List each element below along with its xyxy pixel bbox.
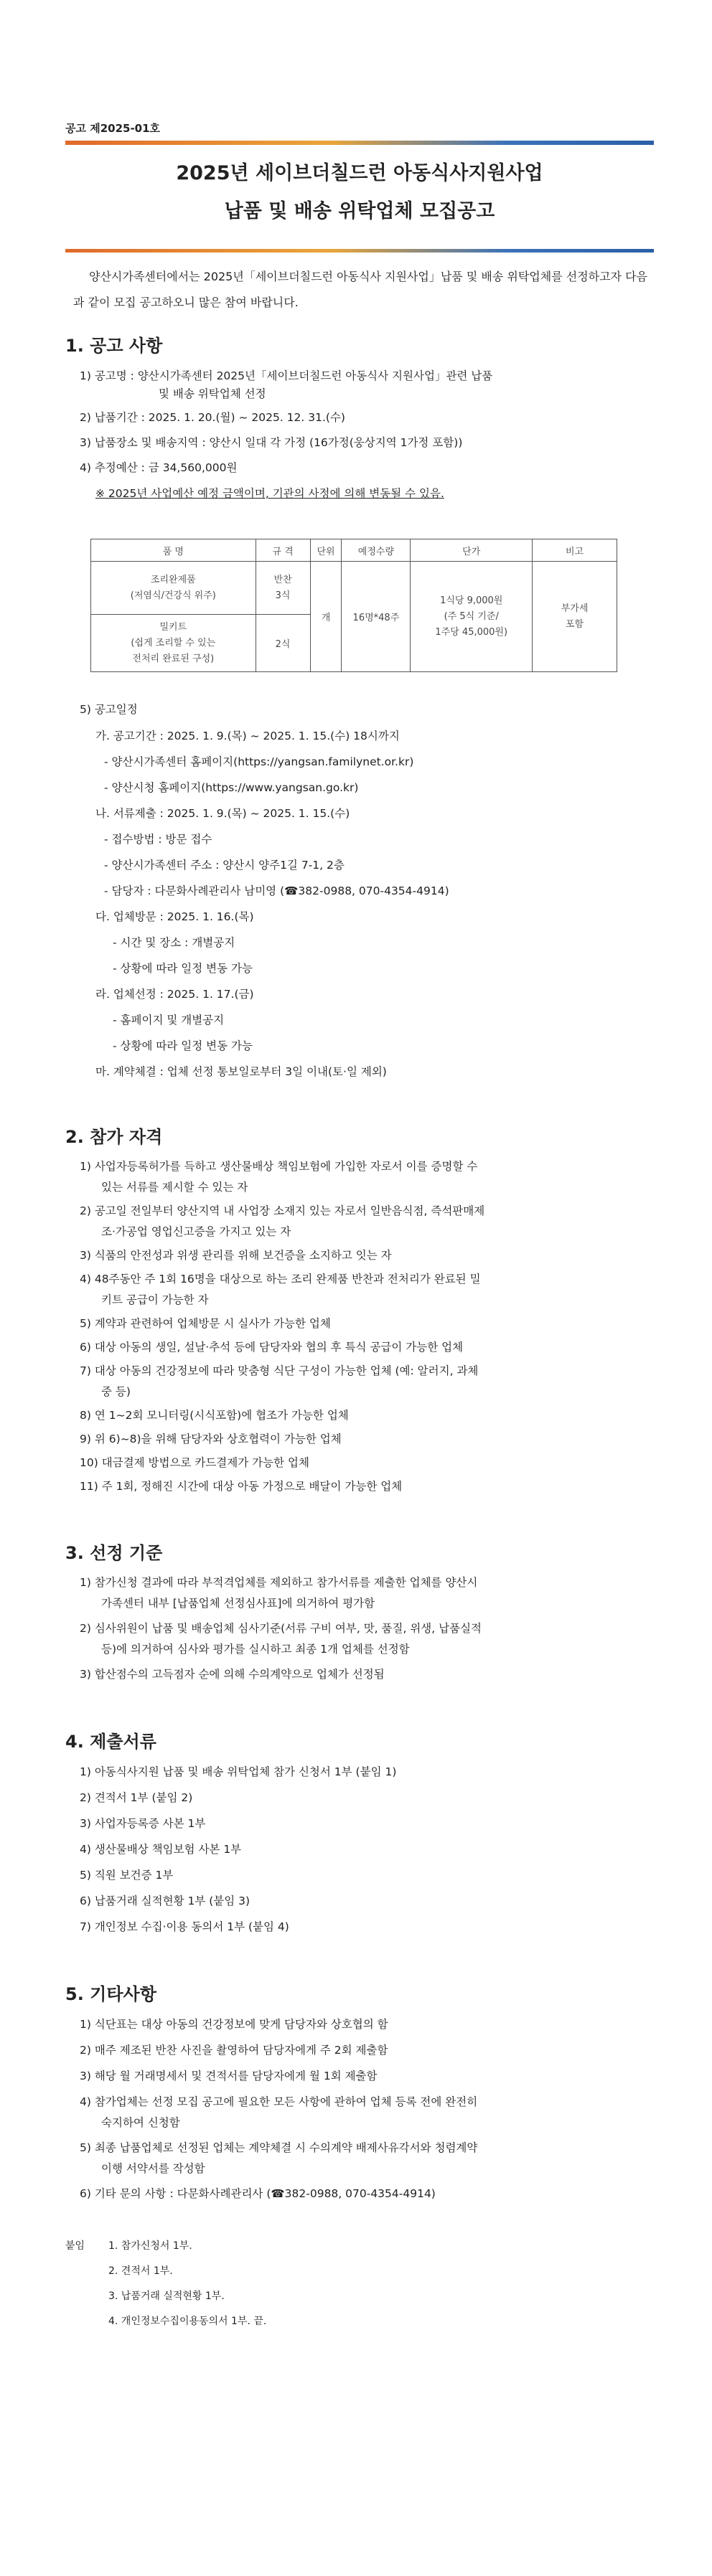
table-cell-spec: 2식 xyxy=(256,615,310,672)
s5-item-4-cont: 숙지하여 신청함 xyxy=(101,2116,180,2129)
s3-item-1: 1) 참가신청 결과에 따라 부적격업체를 제외하고 참가서류를 제출한 업체를 양산시 xyxy=(80,1576,478,1589)
item-description: 전처리 완료된 구성) xyxy=(132,653,215,664)
s1-schedule-na: 나. 서류제출 : 2025. 1. 9.(목) ~ 2025. 1. 15.(수) xyxy=(95,807,350,820)
s1-schedule-na-3: - 담당자 : 다문화사례관리사 남미영 (☎382-0988, 070-4354-4914) xyxy=(104,884,449,897)
s5-item-2: 2) 매주 제조된 반찬 사진을 촬영하여 담당자에게 주 2회 제출함 xyxy=(80,2044,388,2057)
s1-schedule-da-2: - 상황에 따라 일정 변동 가능 xyxy=(113,962,253,975)
s2-item-1-cont: 있는 서류를 제시할 수 있는 자 xyxy=(101,1181,248,1194)
s2-item-5: 5) 계약과 관련하여 업체방문 시 실사가 가능한 업체 xyxy=(80,1317,331,1330)
table-header: 예정수량 xyxy=(342,539,411,562)
s1-schedule-na-2: - 양산시가족센터 주소 : 양산시 양주1길 7-1, 2층 xyxy=(104,859,345,872)
table-cell-spec xyxy=(256,562,310,615)
s1-schedule-ga-2: - 양산시청 홈페이지(https://www.yangsan.go.kr) xyxy=(104,781,359,794)
s2-item-6: 6) 대상 아동의 생일, 설날·추석 등에 담당자와 협의 후 특식 공급이 가능한 업체 xyxy=(80,1341,464,1354)
attachment-item: 1. 참가신청서 1부. xyxy=(108,2240,192,2252)
s2-item-4-cont: 키트 공급이 가능한 자 xyxy=(101,1293,209,1306)
attachment-item: 3. 납품거래 실적현황 1부. xyxy=(108,2290,225,2302)
s2-item-1: 1) 사업자등록허가를 득하고 생산물배상 책임보험에 가입한 자로서 이를 증명할 수 xyxy=(80,1160,478,1173)
s5-item-6: 6) 기타 문의 사항 : 다문화사례관리사 (☎382-0988, 070-4354-4914) xyxy=(80,2187,436,2200)
item-name: 조리완제품 xyxy=(150,574,196,585)
s1-schedule-da: 다. 업체방문 : 2025. 1. 16.(목) xyxy=(95,910,254,923)
attachment-item: 4. 개인정보수집이용동의서 1부. 끝. xyxy=(108,2316,267,2327)
s4-item: 2) 견적서 1부 (붙임 2) xyxy=(80,1791,193,1804)
section-3-heading: 3. 선정 기준 xyxy=(65,1543,163,1563)
remark-line: 부가세 xyxy=(561,603,589,614)
item-description: (쉽게 조리할 수 있는 xyxy=(131,637,216,648)
s5-item-3: 3) 해당 월 거래명세서 및 견적서를 담당자에게 월 1회 제출함 xyxy=(80,2070,378,2082)
s1-schedule-ra-1: - 홈페이지 및 개별공지 xyxy=(113,1014,225,1027)
s5-item-5-cont: 이행 서약서를 작성함 xyxy=(101,2162,205,2175)
s3-item-1-cont: 가족센터 내부 [납품업체 선정심사표]에 의거하여 평가함 xyxy=(101,1597,375,1610)
notice-number: 공고 제2025-01호 xyxy=(65,122,161,135)
s1-schedule-na-1: - 접수방법 : 방문 접수 xyxy=(104,833,212,846)
s2-item-9: 9) 위 6)~8)을 위해 담당자와 상호협력이 가능한 업체 xyxy=(80,1433,342,1445)
intro-paragraph: 양산시가족센터에서는 2025년「세이브더칠드런 아동식사 지원사업」납품 및 배송 위탁업체를 선정하고자 다음과 같이 모집 공고하오니 많은 참여 바랍니다. xyxy=(73,270,648,309)
s5-item-4: 4) 참가업체는 선정 모집 공고에 필요한 모든 사항에 관하여 업체 등록 전에 완전히 xyxy=(80,2095,478,2108)
section-5-heading: 5. 기타사항 xyxy=(65,1984,156,2004)
table-cell-remark xyxy=(533,562,617,672)
s2-item-7-cont: 중 등) xyxy=(101,1385,131,1398)
table-cell-item-name xyxy=(91,615,256,672)
item-name: 밀키트 xyxy=(159,621,187,633)
table-header-row xyxy=(91,539,617,562)
table-cell-unit: 개 xyxy=(310,562,342,672)
s1-schedule-ra: 라. 업체선정 : 2025. 1. 17.(금) xyxy=(95,988,254,1001)
remark-line: 포함 xyxy=(566,618,584,630)
s4-item: 6) 납품거래 실적현황 1부 (붙임 3) xyxy=(80,1895,250,1907)
attachment-label: 붙임 xyxy=(65,2240,85,2252)
table-header: 단가 xyxy=(411,539,533,562)
s1-schedule-ma: 마. 계약체결 : 업체 선정 통보일로부터 3일 이내(토·일 제외) xyxy=(95,1065,387,1078)
s4-item: 3) 사업자등록증 사본 1부 xyxy=(80,1817,206,1830)
table-cell-price xyxy=(411,562,533,672)
title-bottom-rule xyxy=(65,249,654,253)
table-row xyxy=(91,562,617,615)
title-line-1: 2025년 세이브더칠드런 아동식사지원사업 xyxy=(176,162,543,184)
s1-budget-note: ※ 2025년 사업예산 예정 금액이며, 기관의 사정에 의해 변동될 수 있음. xyxy=(95,487,444,500)
s1-item-4: 4) 추정예산 : 금 34,560,000원 xyxy=(80,461,238,474)
s5-item-5: 5) 최종 납품업체로 선정된 업체는 계약체결 시 수의계약 배제사유각서와 청렴계약 xyxy=(80,2141,478,2154)
title-line-2: 납품 및 배송 위탁업체 모집공고 xyxy=(224,200,495,222)
s4-item: 7) 개인정보 수집·이용 동의서 1부 (붙임 4) xyxy=(80,1920,289,1933)
section-4-heading: 4. 제출서류 xyxy=(65,1732,156,1752)
spec-line: 3식 xyxy=(275,590,291,601)
table-header: 단위 xyxy=(310,539,342,562)
s2-item-2: 2) 공고일 전일부터 양산지역 내 사업장 소재지 있는 자로서 일반음식점, 즉석판매제 xyxy=(80,1204,485,1217)
s1-schedule-ga: 가. 공고기간 : 2025. 1. 9.(목) ~ 2025. 1. 15.(수) 18시까지 xyxy=(95,730,400,742)
s2-item-2-cont: 조·가공업 영업신고증을 가지고 있는 자 xyxy=(101,1225,291,1238)
spec-table xyxy=(90,539,617,672)
table-header: 규 격 xyxy=(256,539,310,562)
s1-schedule-da-1: - 시간 및 장소 : 개별공지 xyxy=(113,936,235,949)
item-description: (저염식/건강식 위주) xyxy=(130,590,216,601)
page-title xyxy=(65,154,654,230)
s2-item-11: 11) 주 1회, 정해진 시간에 대상 아동 가정으로 배달이 가능한 업체 xyxy=(80,1480,403,1493)
s1-item-5: 5) 공고일정 xyxy=(80,703,138,716)
s1-schedule-ra-2: - 상황에 따라 일정 변동 가능 xyxy=(113,1039,253,1052)
s1-schedule-ga-1: - 양산시가족센터 홈페이지(https://yangsan.familynet.or.kr) xyxy=(104,755,414,768)
price-line: 1식당 9,000원 xyxy=(440,595,503,606)
price-line: 1주당 45,000원) xyxy=(435,626,508,638)
table-cell-quantity: 16명*48주 xyxy=(342,562,411,672)
s1-item-3: 3) 납품장소 및 배송지역 : 양산시 일대 각 가정 (16가정(웅상지역 1가정 포함)) xyxy=(80,436,463,449)
section-2-heading: 2. 참가 자격 xyxy=(65,1127,163,1147)
s1-item-1: 1) 공고명 : 양산시가족센터 2025년「세이브더칠드런 아동식사 지원사업」관련 납품 xyxy=(80,369,493,382)
s3-item-2-cont: 등)에 의거하여 심사와 평가를 실시하고 최종 1개 업체를 선정함 xyxy=(101,1643,410,1656)
s3-item-2: 2) 심사위원이 납품 및 배송업체 심사기준(서류 구비 여부, 맛, 품질, 위생, 납품실적 xyxy=(80,1622,482,1635)
s2-item-8: 8) 연 1~2회 모니터링(시식포함)에 협조가 가능한 업체 xyxy=(80,1409,349,1422)
section-1-heading: 1. 공고 사항 xyxy=(65,336,163,356)
s1-item-2: 2) 납품기간 : 2025. 1. 20.(월) ~ 2025. 12. 31.(수) xyxy=(80,411,345,424)
s3-item-3: 3) 합산점수의 고득점자 순에 의해 수의계약으로 업체가 선정됨 xyxy=(80,1668,385,1681)
s2-item-7: 7) 대상 아동의 건강정보에 따라 맞춤형 식단 구성이 가능한 업체 (예: 알러지, 과체 xyxy=(80,1364,479,1377)
s1-item-1-cont: 및 배송 위탁업체 선정 xyxy=(159,387,266,400)
spec-line: 반찬 xyxy=(273,574,292,585)
s4-item: 1) 아동식사지원 납품 및 배송 위탁업체 참가 신청서 1부 (붙임 1) xyxy=(80,1765,397,1778)
s2-item-3: 3) 식품의 안전성과 위생 관리를 위해 보건증을 소지하고 잇는 자 xyxy=(80,1249,392,1262)
table-header: 비고 xyxy=(533,539,617,562)
s2-item-10: 10) 대금결제 방법으로 카드결제가 가능한 업체 xyxy=(80,1456,309,1469)
s4-item: 5) 직원 보건증 1부 xyxy=(80,1869,174,1882)
price-line: (주 5식 기준/ xyxy=(444,610,499,622)
s2-item-4: 4) 48주동안 주 1회 16명을 대상으로 하는 조리 완제품 반찬과 전처리가 완료된 밀 xyxy=(80,1273,481,1285)
title-top-rule xyxy=(65,141,654,145)
table-header: 품 명 xyxy=(91,539,256,562)
attachment-item: 2. 견적서 1부. xyxy=(108,2265,173,2277)
s5-item-1: 1) 식단표는 대상 아동의 건강정보에 맞게 담당자와 상호협의 함 xyxy=(80,2018,388,2031)
s4-item: 4) 생산물배상 책임보험 사본 1부 xyxy=(80,1843,242,1856)
table-cell-item-name xyxy=(91,562,256,615)
